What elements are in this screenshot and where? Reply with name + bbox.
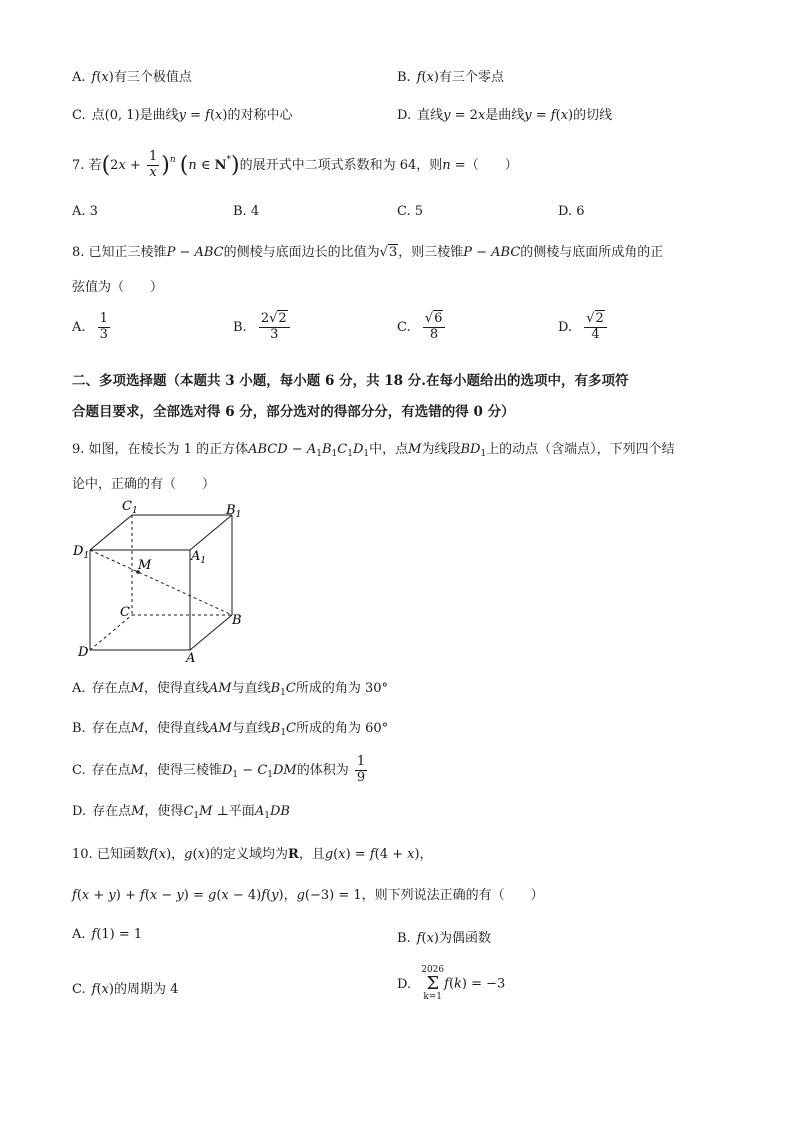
- q10-stem-line2: f(x + y) + f(x − y) = g(x − 4)f(y)，g(−3) = 1，则下列说法正确的有（ ）: [72, 888, 544, 903]
- label-d: D: [78, 645, 89, 660]
- q10-option-a[interactable]: A. f(1) = 1: [72, 927, 143, 942]
- q9-option-b[interactable]: B. 存在点M，使得直线AM与直线$B_1C$所成的角为 60°: [72, 721, 389, 738]
- q9-stem-line2: 论中，正确的有（ ）: [72, 477, 216, 492]
- summation: 2026 Σ k=1: [421, 965, 445, 1002]
- q10-option-c[interactable]: C. f(x)的周期为 4: [72, 982, 179, 997]
- label-a: A: [186, 651, 196, 665]
- q7-option-a[interactable]: A. 3: [72, 204, 98, 219]
- q9-option-a[interactable]: A. 存在点M，使得直线AM与直线$B_1C$所成的角为 30°: [72, 681, 389, 698]
- q8-option-b[interactable]: B. $\frac{2√2}{3}$: [233, 312, 292, 343]
- label-c1: $C_1$: [122, 500, 138, 516]
- cube-hidden-edge: [90, 615, 132, 650]
- q7-option-b[interactable]: B. 4: [233, 204, 260, 219]
- q6-option-d[interactable]: D. 直线y = 2x是曲线y = f(x)的切线: [397, 108, 613, 123]
- q6-option-b[interactable]: B. f(x)有三个零点: [397, 70, 505, 85]
- q7-option-c[interactable]: C. 5: [397, 204, 424, 219]
- q9-cube-figure: [70, 500, 250, 665]
- q8-stem-line1: 8. 已知正三棱锥P − ABC的侧棱与底面边长的比值为√3，则三棱锥P − ABC的侧棱与底面所成角的正: [72, 245, 664, 260]
- q9-option-d[interactable]: D. 存在点M，使得$C_1M$ ⊥平面$A_1DB$: [72, 804, 290, 821]
- label-a1: $A_1$: [191, 549, 207, 566]
- cube-edge: [90, 515, 132, 550]
- section2-heading-line2: 合题目要求，全部选对得 6 分，部分选对的得部分分，有选错的得 0 分）: [72, 404, 515, 420]
- cube-edge: [190, 615, 232, 650]
- q10-option-d[interactable]: D. 2026 Σ k=1f(k) = −3: [397, 965, 506, 1002]
- label-d1: $D_1$: [73, 544, 90, 561]
- label-b1: $B_1$: [226, 503, 242, 520]
- q8-option-c[interactable]: C. $\frac{√6}{8}$: [397, 312, 447, 343]
- label-b: B: [232, 613, 242, 628]
- q8-option-d[interactable]: D. $\frac{√2}{4}$: [558, 312, 609, 343]
- q10-option-b[interactable]: B. f(x)为偶函数: [397, 931, 492, 946]
- label-m: M: [138, 558, 152, 573]
- q6-option-c[interactable]: C. 点(0, 1)是曲线y = f(x)的对称中心: [72, 108, 293, 123]
- q8-stem-line2: 弦值为（ ）: [72, 280, 164, 295]
- q10-stem-line1: 10. 已知函数f(x)，g(x)的定义域均为R，且g(x) = f(4 + x)，: [72, 847, 433, 862]
- label-c: C: [120, 605, 130, 620]
- diagonal-bd1: [90, 550, 232, 615]
- q7-option-d[interactable]: D. 6: [558, 204, 585, 219]
- section2-heading-line1: 二、多项选择题（本题共 3 小题，每小题 6 分，共 18 分.在每小题给出的选项中，有多项符: [72, 373, 629, 389]
- q8-option-a[interactable]: A. $\frac{1}{3}$: [72, 311, 108, 342]
- q9-option-c[interactable]: C. 存在点M，使得三棱锥$D_1 - C_1DM$的体积为 $\frac{1}{9}$: [72, 754, 366, 785]
- cube-edge: [190, 515, 232, 550]
- q9-stem-line1: 9. 如图，在棱长为 1 的正方体ABCD − $A_1B_1C_1D_1$中，点M为线段$BD_1$上的动点（含端点），下列四个结: [72, 442, 675, 459]
- q7-stem: 7. 若(2x + $\frac{1}{x}$ )$^n$ (n ∈ N*)的展开式中二项式系数和为 64，则n =（ ）: [72, 149, 518, 180]
- q6-option-a[interactable]: A. f(x)有三个极值点: [72, 70, 192, 85]
- q7-fraction: $\frac{1}{x}$: [148, 149, 158, 180]
